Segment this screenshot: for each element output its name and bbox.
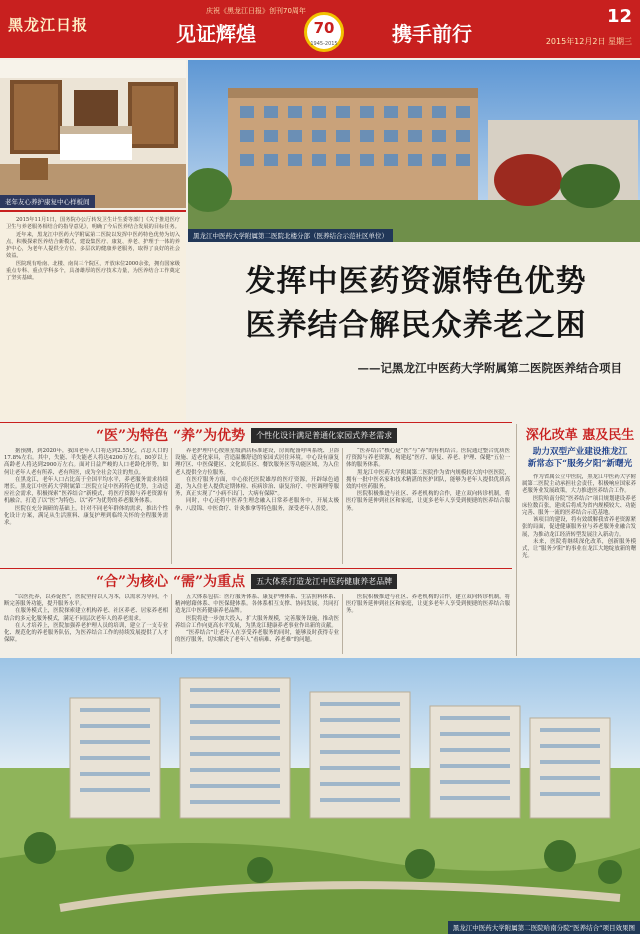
- body-paragraph: 同时，中心还将中医养生理念融入日常养老服务中，开展太极拳、八段锦、中医食疗、针灸推拿等特色服务，深受老年人喜爱。: [175, 498, 339, 512]
- article-column-f: [346, 594, 510, 654]
- section-rule: [0, 422, 512, 423]
- banner-kicker: 庆祝《黑龙江日报》创刊70周年: [206, 7, 306, 15]
- article-column-c: [346, 448, 510, 564]
- body-paragraph: 医院哈南分院“医养结合”项目规划建设养老床位数百张，建成后将成为省内规模较大、功能完善、服务一流的医养结合示范基地。: [522, 495, 636, 517]
- campus-rendering-image: [0, 658, 640, 934]
- campus-rendering-photo: [0, 658, 640, 934]
- right-column-divider: [516, 424, 517, 656]
- body-paragraph: 黑龙江中医药大学附属第二医院作为省内规模较大的中医医院，拥有一批中医名家和技术精湛的医护团队，能够为老年人提供优质高效的中医药服务。: [346, 469, 510, 491]
- headline-line-2: 医养结合解民众养老之困: [245, 308, 587, 343]
- intro-paragraph: 医院现有哈南、北楼、南岗三个院区，开放床位2000余张，拥有国家级重点专科、重点学科多个，具备雄厚的医疗技术力量，为医养结合工作奠定了坚实基础。: [6, 260, 180, 282]
- body-paragraph: 在医疗服务方面，中心依托医院雄厚的医疗资源，开辟绿色通道，为入住老人提供定期体检、疾病诊治、康复治疗、中医调理等服务，真正实现了“小病不出门、大病有保障”。: [175, 476, 339, 498]
- section-1-heading: [96, 426, 397, 444]
- body-paragraph: “以医托养，以养促医”，医院坚持以人为本，以需求为导向，不断完善服务功能，提升服务水平。: [4, 594, 168, 608]
- body-paragraph: 医院积极推进与社区、养老机构的合作，建立双向转诊机制，将医疗服务延伸到社区和家庭，让更多老年人享受到便捷的医养结合服务。: [346, 594, 510, 615]
- hospital-exterior-image: [188, 60, 640, 242]
- article-column-b: [175, 448, 339, 564]
- body-paragraph: 该项目的建设，将有效缓解我省养老资源紧张的局面，促进健康服务业与养老服务业融合发展，为推动龙江经济转型发展注入新动力。: [522, 517, 636, 538]
- page-number: 12: [606, 6, 632, 27]
- right-column-subtitle-line-1: 助力双型产业建设推龙江: [532, 447, 628, 457]
- intro-box: [0, 210, 186, 420]
- section-1-subtitle: 个性化设计满足普通化家园式养老需求: [251, 428, 397, 443]
- emblem-number: 70: [313, 19, 335, 37]
- intro-paragraph: 2015年11月1日，国务院办公厅转发卫生计生委等部门《关于推进医疗卫生与养老服务相结合的指导意见》，明确了今后医养结合发展的目标任务。: [6, 217, 180, 231]
- body-paragraph: 在人才培养上，医院加强养老护理人员的培训，建立了一支专业化、规范化的养老服务队伍，为医养结合工作的持续发展提供了人才保障。: [4, 622, 168, 644]
- rendering-photo-caption: 黑龙江中医药大学附属第二医院哈南分院“医养结合”项目效果图: [448, 921, 640, 934]
- headline-line-1: 发挥中医药资源特色优势: [245, 264, 587, 299]
- newspaper-logo: 黑龙江日报: [8, 16, 89, 34]
- section-2-heading: [96, 572, 397, 590]
- body-paragraph: 养老护理中心按照星级酒店标准建设，房间配备呼叫系统、卫浴设施、适老化家具，营造温馨舒适的家园式居住环境。中心设有康复理疗区、中医保健区、文化娱乐区、餐饮服务区等功能区域，为入住老人提供全方位服务。: [175, 448, 339, 476]
- body-paragraph: 据预测，到2020年，我国老年人口将达到2.55亿，占总人口的17.8%左右。其中，失能、半失能老人将达4200万左右，80岁以上高龄老人将达到2900万左右。面对日益严峻的人口老龄化形势，如何让老年人老有所养、老有所医，成为全社会关注的焦点。: [4, 448, 168, 476]
- headline-subtitle: ——记黑龙江中医药大学附属第二医院医养结合项目: [357, 361, 622, 375]
- intro-paragraph: 近年来，黑龙江中医药大学附属第二医院以发挥中医药特色优势为切入点，积极探索医养结合新模式，建设集医疗、康复、养老、护理于一体的养护中心，为老年人提供全方位、多层次的健康养老服务，取得了良好的社会效益。: [6, 231, 180, 260]
- right-column-subtitle: [520, 446, 640, 470]
- emblem-years: 1945-2015: [310, 41, 338, 47]
- section-1-title: “医”为特色 “养”为优势: [96, 428, 246, 444]
- ward-photo-caption: 老年友心养护康复中心样板间: [0, 195, 95, 208]
- right-column-subtitle-line-2: 新常态下“服务夕阳”新曙光: [527, 459, 633, 469]
- hospital-photo-caption: 黑龙江中医药大学附属第二医院北楼分部（医养结合示范社区单位）: [188, 229, 393, 242]
- headline-block: [192, 244, 640, 420]
- column-divider: [171, 594, 172, 654]
- body-paragraph: 作为省属公立中医院，黑龙江中医药大学附属第二医院主动承担社会责任，积极响应国家养老服务业发展政策，大力推进医养结合工作。: [522, 474, 636, 495]
- body-paragraph: “医养结合”核心是“医”与“养”的有机结合。医院通过整合优质医疗资源与养老资源，构建起“医疗、康复、养老、护理、保健”五位一体的服务体系。: [346, 448, 510, 469]
- column-divider: [342, 448, 343, 564]
- column-divider: [342, 594, 343, 654]
- anniversary-emblem-icon: [304, 12, 344, 52]
- banner-right-title: 携手前行: [392, 22, 472, 46]
- section-2-title: “合”为核心 “需”为重点: [96, 574, 246, 590]
- banner-left-title: 见证辉煌: [176, 22, 256, 46]
- right-article-column: [522, 474, 636, 656]
- body-paragraph: 五大体系包括：医疗服务体系、康复护理体系、生活照料体系、精神慰藉体系、中医保健体系。各体系相互支撑、协同发展，共同打造龙江中医药健康养老品牌。: [175, 594, 339, 615]
- article-column-d: [4, 594, 168, 654]
- body-paragraph: 医院将进一步加大投入，扩大服务规模，完善服务设施，推动医养结合工作向更高水平发展，为黑龙江健康养老事业作出新的贡献。: [175, 615, 339, 629]
- right-column-title: 深化改革 惠及民生: [525, 428, 635, 443]
- section-2-subtitle: 五大体系打造龙江中医药健康养老品牌: [251, 574, 397, 589]
- body-paragraph: 医院在充分调研的基础上，针对不同老年群体的需求，推出个性化设计方案，满足从生活照料、康复护理到临终关怀的全程服务需求。: [4, 505, 168, 527]
- issue-date: 2015年12月2日 星期三: [545, 37, 632, 46]
- masthead: [0, 0, 640, 58]
- anniversary-banner: [176, 6, 472, 54]
- body-paragraph: 在服务模式上，医院探索建立机构养老、社区养老、居家养老相结合的多元化服务模式，满足不同层次老年人的养老需求。: [4, 608, 168, 622]
- ward-room-photo: [0, 60, 186, 208]
- body-paragraph: “医养结合”让老年人在享受养老服务的同时，能够及时获得专业的医疗服务，切实解决了老年人“看病难、养老难”的问题。: [175, 630, 339, 644]
- body-paragraph: 医院积极推进与社区、养老机构的合作，建立双向转诊机制，将医疗服务延伸到社区和家庭，让更多老年人享受到便捷的医养结合服务。: [346, 491, 510, 512]
- body-paragraph: 在黑龙江，老年人口占比高于全国平均水平，养老服务需求持续增长。黑龙江中医药大学附属第二医院立足中医药特色优势，主动适应社会需求，积极探索“医养结合”新模式，将医疗资源与养老资源有机融合，打造了以“医”为特色、以“养”为优势的养老服务体系。: [4, 476, 168, 505]
- ward-room-image: [0, 60, 186, 208]
- column-divider: [171, 448, 172, 564]
- article-column-e: [175, 594, 339, 654]
- hospital-exterior-photo: [188, 60, 640, 242]
- section-rule: [0, 568, 512, 569]
- body-paragraph: 未来，医院将继续深化改革，创新服务模式，让“服务夕阳”的事业在龙江大地绽放新的曙光。: [522, 538, 636, 560]
- article-column-a: [4, 448, 168, 564]
